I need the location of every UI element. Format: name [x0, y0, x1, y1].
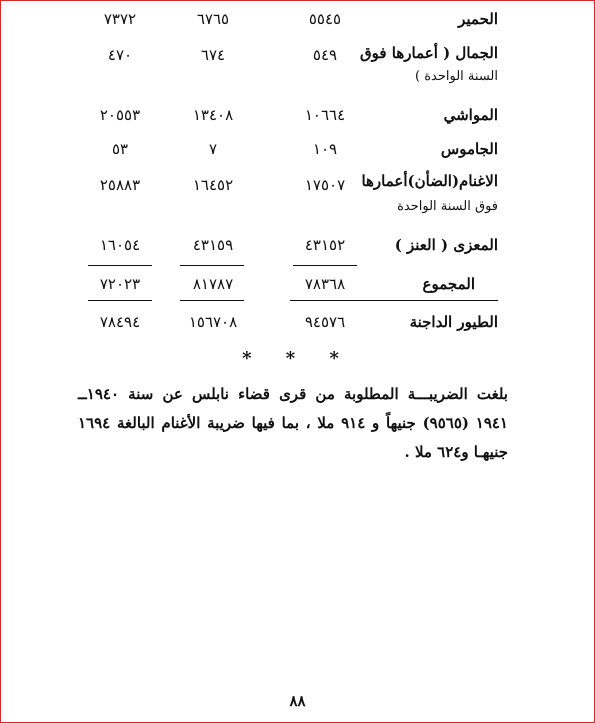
col1-value: ٩٤٥٧٦ — [304, 313, 346, 331]
page-number: ٨٨ — [289, 692, 306, 710]
col3-value: ٤٧٠ — [107, 46, 133, 64]
col2-value: ١٣٤٠٨ — [192, 106, 234, 124]
row-label: المواشي — [443, 106, 498, 124]
total-label: المجموع — [422, 275, 475, 293]
total-underline — [180, 300, 244, 301]
col1-value: ١٠٦٦٤ — [304, 106, 346, 124]
sum-rule — [88, 265, 152, 266]
col1-value: ٥٤٩ — [312, 46, 338, 64]
table-row — [0, 40, 595, 92]
row-label: الجمال ( أعمارها فوق — [360, 44, 498, 62]
col3-value: ٧٣٧٢ — [103, 10, 137, 28]
section-separator: * * * — [242, 348, 353, 369]
row-label: الحمير — [458, 10, 498, 28]
row-label-continued: السنة الواحدة ) — [415, 69, 498, 84]
table-row — [0, 234, 595, 264]
col3-value: ٧٢٠٢٣ — [99, 275, 141, 293]
sum-rule — [293, 265, 357, 266]
col1-value: ٧٨٣٦٨ — [304, 275, 346, 293]
col3-value: ٢٥٨٨٣ — [99, 176, 141, 194]
col2-value: ١٥٦٧٠٨ — [188, 313, 238, 331]
table-row — [0, 8, 595, 38]
col1-value: ٥٥٤٥ — [308, 10, 342, 28]
total-row — [0, 273, 595, 303]
col2-value: ١٦٤٥٢ — [192, 176, 234, 194]
col2-value: ٨١٧٨٧ — [192, 275, 234, 293]
table-row — [0, 170, 595, 222]
col2-value: ٦٧٤ — [200, 46, 226, 64]
table-row — [0, 138, 595, 168]
col3-value: ٥٣ — [111, 140, 129, 158]
poultry-label: الطيور الداجنة — [409, 313, 498, 331]
col3-value: ٢٠٥٥٣ — [99, 106, 141, 124]
row-label: المعزى ( العنز ) — [394, 236, 498, 254]
col1-value: ١٧٥٠٧ — [304, 176, 346, 194]
row-label: الجاموس — [440, 140, 498, 158]
col3-value: ٧٨٤٩٤ — [99, 313, 141, 331]
col1-value: ١٠٩ — [312, 140, 338, 158]
col3-value: ١٦٠٥٤ — [99, 236, 141, 254]
total-underline — [88, 300, 152, 301]
table-row — [0, 104, 595, 134]
total-underline — [290, 300, 498, 301]
col2-value: ٧ — [208, 140, 218, 158]
row-label-continued: فوق السنة الواحدة — [397, 199, 498, 214]
body-paragraph: بلغت الضريبـــة المطلوبة من قرى قضاء نابلس عن سنة ١٩٤٠ــ ١٩٤١ (٩٥٦٥) جنيهاً و ٩١٤ ملا ، بما فيها ضريبة الأغنام البالغة ١٦٩٤ جنيهـا و٦٢٤ ملا . — [78, 385, 508, 461]
col1-value: ٤٣١٥٢ — [304, 236, 346, 254]
col2-value: ٦٧٦٥ — [196, 10, 230, 28]
poultry-row — [0, 311, 595, 341]
row-label: الاغنام(الضأن)أعمارها — [361, 172, 498, 190]
col2-value: ٤٣١٥٩ — [192, 236, 234, 254]
sum-rule — [180, 265, 244, 266]
